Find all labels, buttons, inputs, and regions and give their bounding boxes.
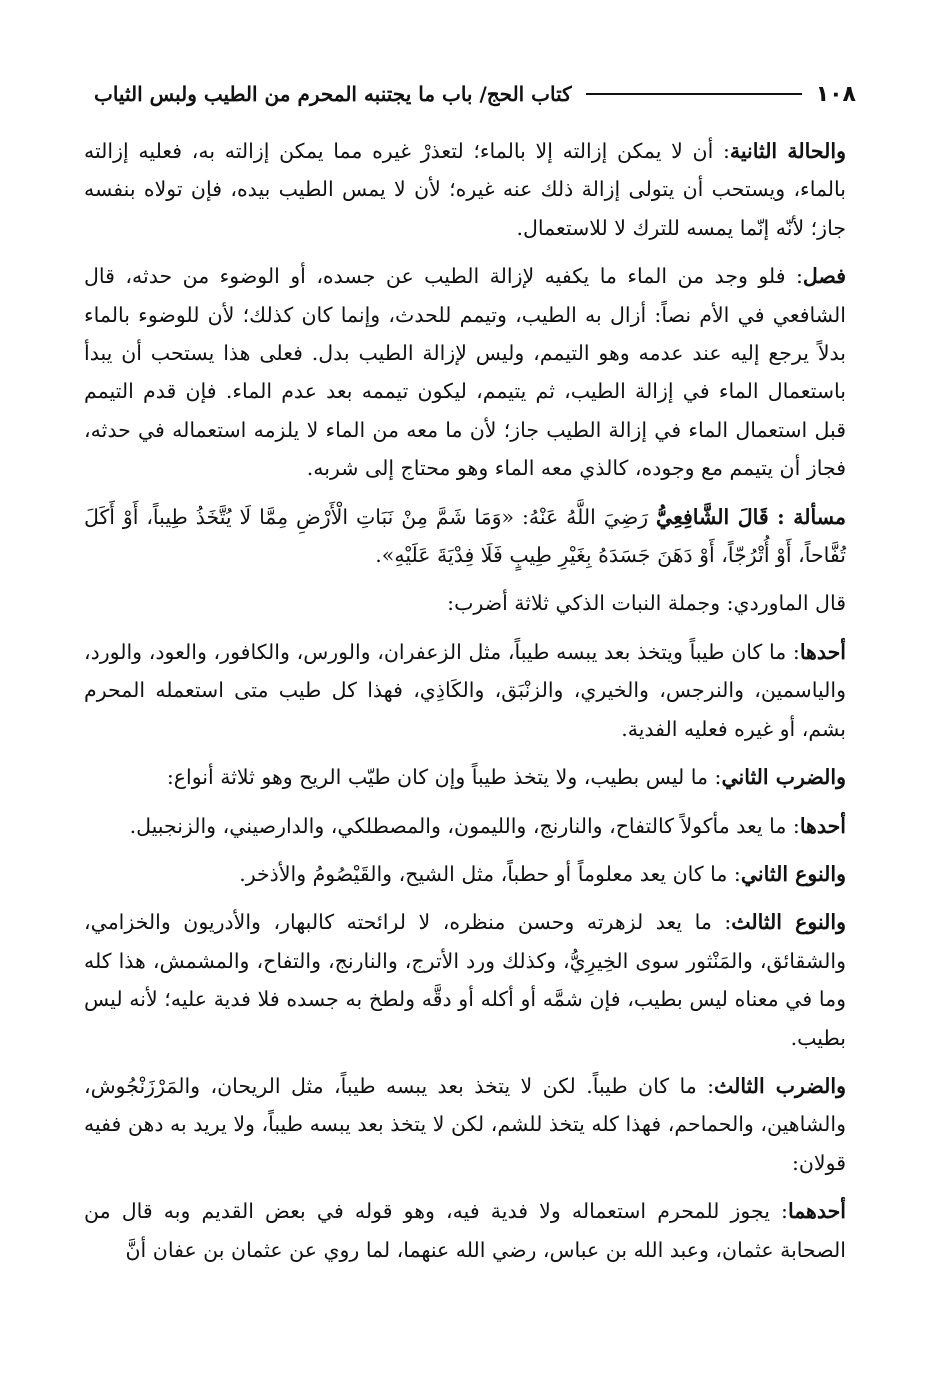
paragraph	[84, 498, 846, 575]
header-rule	[586, 93, 802, 95]
paragraph-lead: أحدها	[799, 813, 846, 838]
paragraph-lead: فصل	[802, 264, 846, 289]
paragraph	[84, 903, 846, 1057]
paragraph-lead: والحالة الثانية	[729, 139, 846, 163]
paragraph-text: : ما كان طيباً ويتخذ بعد يبسه طيباً، مثل الزعفران، والورس، والكافور، والعود، والورد، والياسمين، والنرجس، والخيري، والزنْبَق، والكَاذِي، فهذا كل طيب متى استعمله المحرم بشم، أو غيره فعليه الفدية.	[84, 639, 846, 741]
paragraph-text: : أن لا يمكن إزالته إلا بالماء؛ لتعذرْ غيره مما يمكن إزالته به، فعليه إزالته بالماء، ويستحب أن يتولى إزالة ذلك عنه غيره؛ لأن لا يمس الطيب بيده، فإن تولاه بنفسه جاز؛ لأنّه إنّما يمسه للترك لا للاستعمال.	[84, 139, 846, 240]
paragraph	[84, 1067, 846, 1182]
paragraph	[84, 257, 846, 487]
paragraph	[84, 855, 846, 893]
paragraph-text: : ما ليس بطيب، ولا يتخذ طيباً وإن كان طيّب الريح وهو ثلاثة أنواع:	[166, 765, 722, 790]
paragraph-text: : ما يعد لزهرته وحسن منظره، لا لرائحته كالبهار، والأدريون والخزامي، والشقائق، والمَنْثور سوى الخِيرِيُّ، وكذلك ورد الأترج، والنارنج، والتفاح، والمشمش، هذا كله وما في معناه ليس بطيب، فإن شمَّه أو أكله أو دقَّه ولطخ به جسده فلا فدية عليه؛ لأنه ليس بطيب.	[84, 910, 846, 1050]
paragraph-text: : يجوز للمحرم استعماله ولا فدية فيه، وهو قوله في بعض القديم وبه قال من الصحابة عثمان، وعبد الله بن عباس، رضي الله عنهما، لما روي عن عثمان بن عفان أنَّ	[84, 1199, 846, 1262]
running-title: كتاب الحج/ باب ما يجتنبه المحرم من الطيب ولبس الثياب	[94, 82, 572, 106]
paragraph-text: : ما كان يعد معلوماً أو حطباً، مثل الشيح، والقَيْصُومُ والأذخر.	[239, 861, 741, 886]
paragraph-text: قال الماوردي: وجملة النبات الذكي ثلاثة أضرب:	[447, 591, 846, 616]
paragraph	[84, 584, 846, 622]
paragraph	[84, 132, 846, 247]
paragraph	[84, 758, 846, 796]
paragraph-text: : ما يعد مأكولاً كالتفاح، والنارنج، والليمون، والمصطلكي، والدارصيني، والزنجبيل.	[129, 813, 800, 838]
paragraph-text: : فلو وجد من الماء ما يكفيه لإزالة الطيب عن جسده، أو الوضوء من حدثه، قال الشافعي في الأم نصاً: أزال به الطيب، وتيمم للحدث، وإنما كان كذلك؛ لأن للوضوء بالماء بدلاً يرجع إليه عند عدمه وهو التيمم، وليس لإزالة الطيب بدل. فعلى هذا يستحب أن يبدأ باستعمال الماء في إزالة الطيب، ثم يتيمم، ليكون تيممه بعد عدم الماء. فإن قدم التيمم قبل استعمال الماء في إزالة الطيب جاز؛ لأن ما معه من الماء لا يلزمه استعماله في حدثه، فجاز أن يتيمم مع وجوده، كالذي معه الماء وهو محتاج إلى شربه.	[84, 264, 846, 481]
paragraph	[84, 633, 846, 748]
paragraph-text: : ما كان طيباً. لكن لا يتخذ بعد يبسه طيباً، مثل الريحان، والمَرْزَنْجُوش، والشاهين، والحماحم، فهذا كله يتخذ للشم، لكن لا يتخذ بعد يبسه طيباً، ولا يريد به دهن ففيه قولان:	[84, 1073, 846, 1175]
paragraph-lead: مسألة : قَالَ الشَّافِعِيُّ	[656, 504, 846, 529]
page-number: ١٠٨	[815, 81, 856, 107]
paragraph-lead: والنوع الثاني	[740, 861, 846, 886]
paragraph-text: رَضِيَ اللَّهُ عَنْهُ: «وَمَا شَمَّ مِنْ نَبَاتِ الْأَرْضِ مِمَّا لَا يُتَّخَذُ طِيباً، أَوْ أَكَلَ تُفَّاحاً، أَوْ أُتْرُجّاً، أَوْ دَهَنَ جَسَدَهُ بِغَيْرِ طِيبٍ فَلَا فِدْيَةَ عَلَيْهِ».	[84, 504, 846, 568]
paragraph	[84, 1192, 846, 1269]
page-body	[84, 132, 846, 1279]
paragraph	[84, 807, 846, 845]
page-header	[94, 74, 856, 114]
paragraph-lead: أحدهما	[787, 1199, 846, 1224]
paragraph-lead: والضرب الثالث	[714, 1073, 846, 1098]
paragraph-lead: والضرب الثاني	[721, 765, 846, 790]
paragraph-lead: أحدها	[799, 639, 846, 664]
paragraph-lead: والنوع الثالث	[731, 910, 846, 935]
